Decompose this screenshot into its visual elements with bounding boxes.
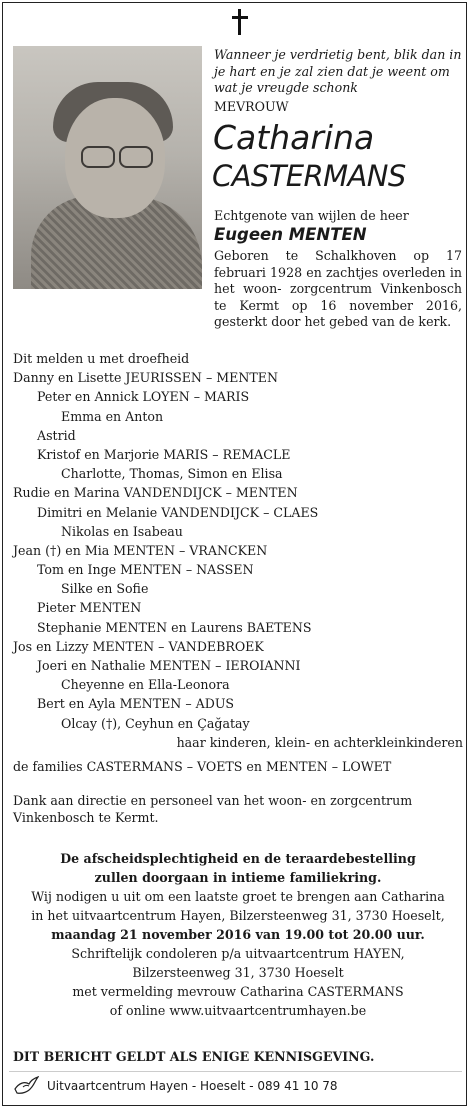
quote: Wanneer je verdrietig bent, blik dan in je hart en je zal zien dat je weent om wat je vreugde schonk bbox=[214, 47, 462, 95]
biography: Geboren te Schalkhoven op 17 februari 1928 en zachtjes overleden in het woon- zorgcentrum Vinkenbosch te Kermt op 16 november 2016, gesterkt door het gebed van de kerk. bbox=[214, 248, 462, 329]
thanks: Dank aan directie en personeel van het woon- en zorgcentrum Vinkenbosch te Kermt. bbox=[13, 793, 413, 825]
family-list bbox=[13, 349, 463, 752]
ceremony-line: Wij nodigen u uit om een laatste groet te brengen aan Catharina bbox=[31, 889, 445, 904]
family-line: Silke en Sofie bbox=[61, 581, 149, 597]
dove-icon bbox=[13, 1075, 39, 1097]
family-line: Joeri en Nathalie MENTEN – IEROIANNI bbox=[37, 658, 301, 673]
family-line: Stephanie MENTEN en Laurens BAETENS bbox=[37, 619, 312, 635]
first-name: Catharina bbox=[213, 118, 375, 157]
family-line: Olcay (†), Ceyhun en Çağatay bbox=[61, 715, 250, 731]
obituary-frame bbox=[2, 2, 467, 1106]
ceremony-line: in het uitvaartcentrum Hayen, Bilzersteenweg 31, 3730 Hoeselt, bbox=[31, 908, 445, 923]
ceremony-line: zullen doorgaan in intieme familiekring. bbox=[94, 870, 382, 885]
ceremony-line: met vermelding mevrouw Catharina CASTERMANS bbox=[72, 984, 404, 999]
family-line: Cheyenne en Ella-Leonora bbox=[61, 677, 230, 693]
family-line: Tom en Inge MENTEN – NASSEN bbox=[37, 562, 254, 578]
spouse-name: Eugeen MENTEN bbox=[214, 225, 367, 244]
footer-text: Uitvaartcentrum Hayen - Hoeselt - 089 41 10 78 bbox=[47, 1079, 338, 1093]
family-line: Astrid bbox=[37, 427, 76, 443]
ceremony-line: Bilzersteenweg 31, 3730 Hoeselt bbox=[132, 965, 344, 980]
family-line: Peter en Annick LOYEN – MARIS bbox=[37, 389, 250, 405]
ceremony-line: De afscheidsplechtigheid en de teraardebestelling bbox=[60, 851, 416, 866]
ceremony-line: Schriftelijk condoleren p/a uitvaartcentrum HAYEN, bbox=[71, 946, 405, 961]
family-line: Danny en Lisette JEURISSEN – MENTEN bbox=[13, 370, 278, 386]
family-line: Pieter MENTEN bbox=[37, 600, 142, 616]
honorific: MEVROUW bbox=[214, 99, 289, 114]
spouse-intro: Echtgenote van wijlen de heer bbox=[214, 208, 409, 223]
last-name: CASTERMANS bbox=[212, 159, 406, 193]
family-line: Dimitri en Melanie VANDENDIJCK – CLAES bbox=[37, 504, 319, 520]
divider bbox=[9, 1071, 462, 1072]
family-line: Emma en Anton bbox=[61, 408, 164, 424]
family-line: Charlotte, Thomas, Simon en Elisa bbox=[61, 466, 283, 482]
footer bbox=[13, 1075, 463, 1097]
ceremony-block bbox=[13, 849, 463, 1020]
family-line: Jean (†) en Mia MENTEN – VRANCKEN bbox=[13, 542, 268, 558]
family-line: Kristof en Marjorie MARIS – REMACLE bbox=[37, 446, 291, 462]
families-line: de families CASTERMANS – VOETS en MENTEN – LOWET bbox=[13, 759, 392, 774]
cross-icon bbox=[232, 9, 248, 35]
notice: DIT BERICHT GELDT ALS ENIGE KENNISGEVING. bbox=[13, 1049, 375, 1064]
family-line: Nikolas en Isabeau bbox=[61, 523, 183, 539]
family-line: Jos en Lizzy MENTEN – VANDEBROEK bbox=[13, 638, 264, 654]
families-block bbox=[13, 757, 463, 776]
ceremony-line: of online www.uitvaartcentrumhayen.be bbox=[109, 1003, 367, 1018]
ceremony-line: maandag 21 november 2016 van 19.00 tot 20.00 uur. bbox=[51, 927, 425, 942]
family-line: Rudie en Marina VANDENDIJCK – MENTEN bbox=[13, 485, 298, 501]
family-line: Dit melden u met droefheid bbox=[13, 351, 190, 366]
family-line: Bert en Ayla MENTEN – ADUS bbox=[37, 696, 235, 712]
grandchildren-line: haar kinderen, klein- en achterkleinkinderen bbox=[176, 734, 463, 750]
portrait-photo bbox=[13, 46, 202, 289]
